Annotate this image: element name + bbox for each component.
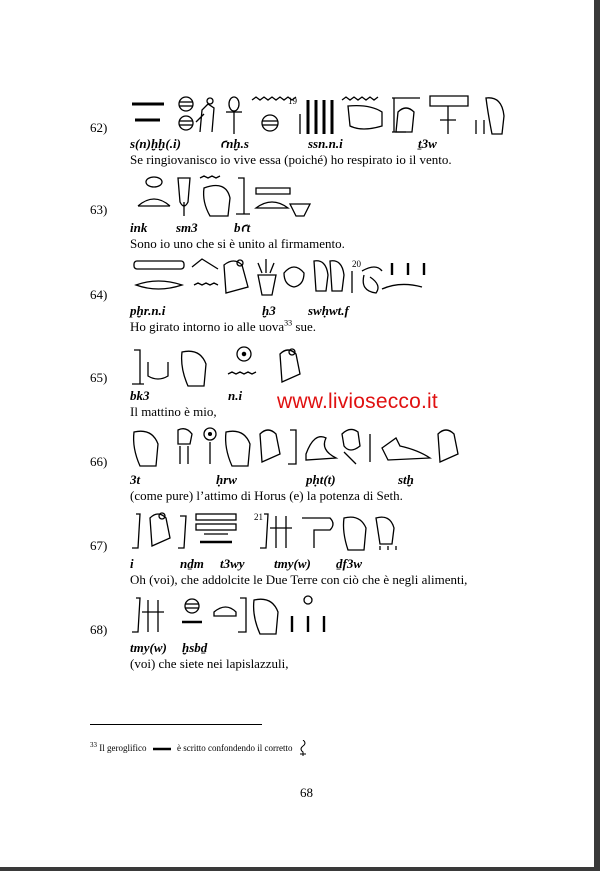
page-number: 68 bbox=[300, 785, 313, 800]
footnote-number: 33 bbox=[90, 741, 97, 750]
hieroglyph-row bbox=[130, 92, 530, 132]
hieroglyph-row bbox=[130, 508, 530, 548]
footnote-ref: 33 bbox=[284, 318, 293, 328]
translation: Il mattino è mio, bbox=[130, 404, 217, 419]
hieroglyph-row bbox=[130, 344, 530, 384]
entry-number: 66) bbox=[90, 454, 108, 469]
svg-text:21: 21 bbox=[254, 512, 263, 522]
watermark-url: www.liviosecco.it bbox=[277, 390, 438, 413]
svg-text:20: 20 bbox=[352, 259, 361, 269]
entry-number: 65) bbox=[90, 370, 108, 385]
hieroglyphs-62 bbox=[130, 92, 510, 138]
translation: Sono io uno che si è unito al firmamento. bbox=[130, 236, 345, 251]
footnote bbox=[90, 740, 311, 758]
svg-text:19: 19 bbox=[288, 96, 297, 106]
hieroglyphs-66 bbox=[130, 424, 470, 468]
translation: (come pure) l’attimo di Horus (e) la potenza di Seth. bbox=[130, 488, 403, 503]
footnote-text-before: Il geroglifico bbox=[99, 743, 147, 754]
translation: Ho girato intorno io alle uova$^{33}$ sue. bbox=[130, 318, 317, 334]
footnote-separator bbox=[90, 724, 262, 725]
translation: Oh (voi), che addolcite le Due Terre con ciò che è negli alimenti, bbox=[130, 572, 468, 587]
page-edge-shadow bbox=[0, 867, 600, 871]
hieroglyph-row bbox=[130, 255, 530, 295]
footnote-text-after: è scritto confondendo il corretto bbox=[176, 743, 293, 754]
hieroglyphs-68 bbox=[130, 592, 350, 636]
hieroglyph-row bbox=[130, 424, 530, 464]
hieroglyphs-65 bbox=[130, 344, 330, 388]
translation: (voi) che siete nei lapislazzuli, bbox=[130, 656, 289, 671]
entry-number: 67) bbox=[90, 538, 108, 553]
hieroglyphs-67 bbox=[130, 508, 430, 552]
bar-glyph-icon bbox=[153, 744, 171, 754]
entry-number: 64) bbox=[90, 287, 108, 302]
hieroglyphs-63 bbox=[130, 174, 330, 218]
hieroglyph-row bbox=[130, 592, 530, 632]
entry-number: 62) bbox=[90, 120, 108, 135]
entry-number: 63) bbox=[90, 202, 108, 217]
entry-number: 68) bbox=[90, 622, 108, 637]
hieroglyphs-64 bbox=[130, 255, 460, 299]
hieroglyph-row bbox=[130, 174, 530, 214]
twisted-flax-glyph-icon bbox=[299, 740, 307, 758]
translation: Se ringiovanisco io vive essa (poiché) ho respirato io il vento. bbox=[130, 152, 452, 167]
page-edge-shadow bbox=[594, 0, 600, 871]
